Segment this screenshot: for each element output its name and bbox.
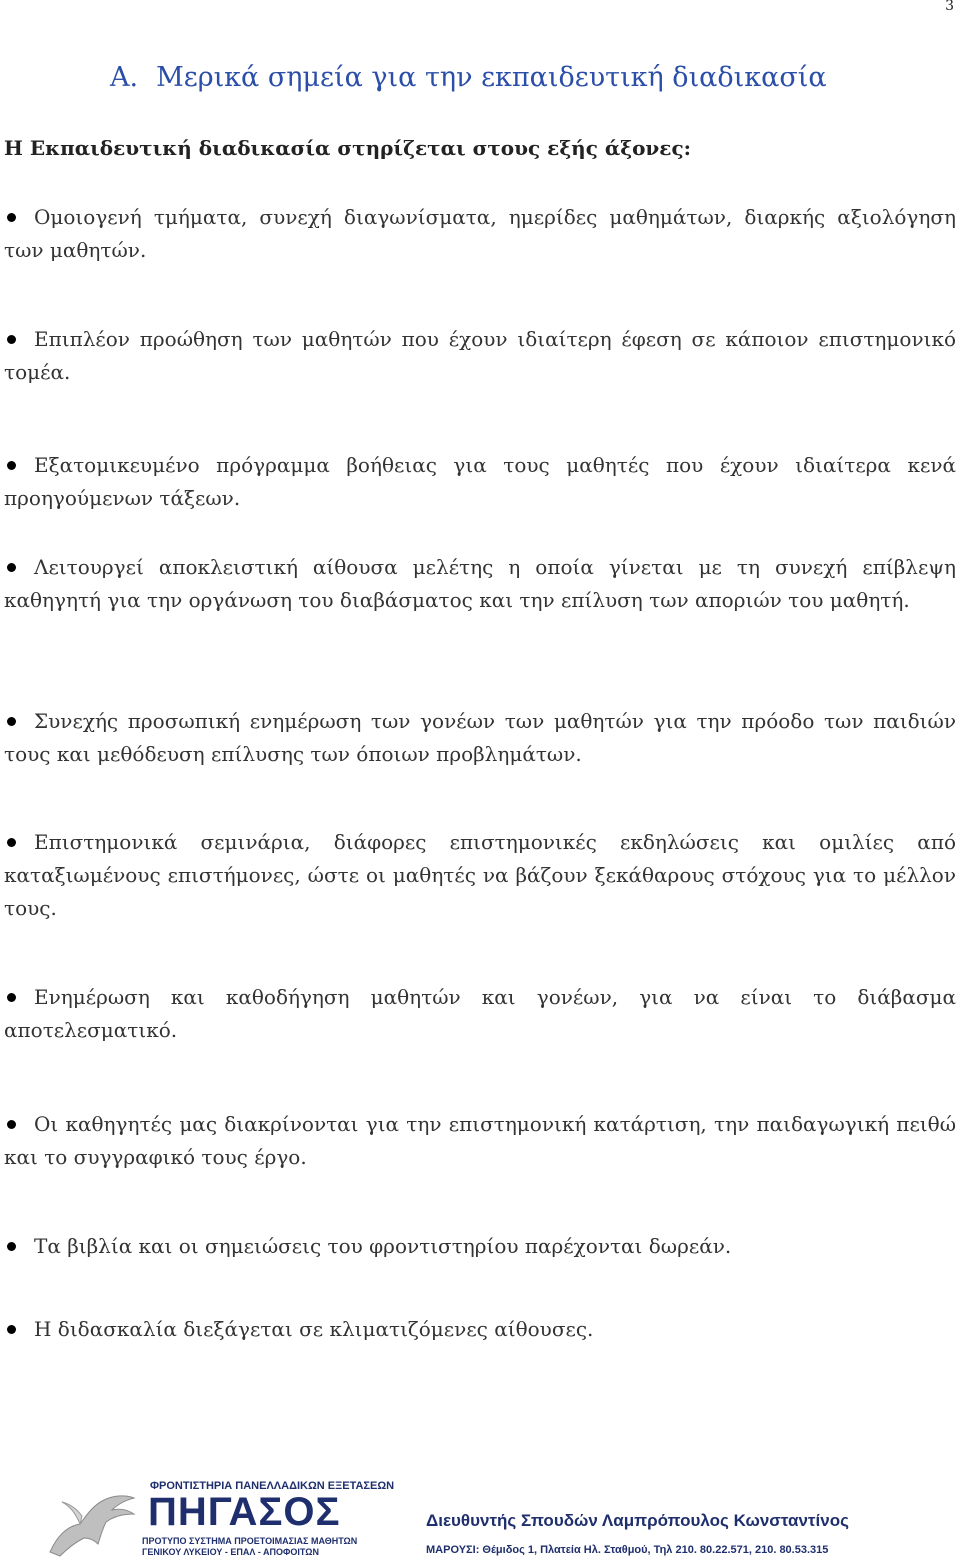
address-line: ΜΑΡΟΥΣΙ: Θέμιδος 1, Πλατεία Ηλ. Σταθμού, Τηλ 210. 80.22.571, 210. 80.53.315 <box>426 1544 829 1556</box>
bullet-icon <box>7 993 16 1002</box>
bullet-icon <box>7 838 16 847</box>
list-item <box>4 201 956 267</box>
section-heading <box>110 62 827 93</box>
brand-tagline: ΦΡΟΝΤΙΣΤΗΡΙΑ ΠΑΝΕΛΛΑΔΙΚΩΝ ΕΞΕΤΑΣΕΩΝ <box>150 1480 395 1492</box>
bullet-text: Ενημέρωση και καθοδήγηση μαθητών και γονέων, για να είναι το διάβασμα αποτελεσματικό. <box>4 985 956 1042</box>
pegasus-logo-icon <box>40 1482 140 1560</box>
section-letter: Α. <box>110 62 139 93</box>
footer <box>40 1474 960 1561</box>
list-item <box>4 551 956 617</box>
bullet-text: Συνεχής προσωπική ενημέρωση των γονέων των μαθητών για την πρόοδο των παιδιών τους και μεθόδευση επίλυσης των όποιων προβλημάτων. <box>4 709 956 766</box>
brand-name: ΠΗΓΑΣΟΣ <box>148 1490 341 1534</box>
bullet-text: Εξατομικευμένο πρόγραμμα βοήθειας για τους μαθητές που έχουν ιδιαίτερα κενά προηγούμενων τάξεων. <box>4 453 956 510</box>
bullet-icon <box>7 213 16 222</box>
intro-text: Η Εκπαιδευτική διαδικασία στηρίζεται στους εξής άξονες: <box>4 136 692 160</box>
list-item <box>4 826 956 925</box>
page-number: 3 <box>945 0 954 14</box>
bullet-text: Επιστημονικά σεμινάρια, διάφορες επιστημονικές εκδηλώσεις και ομιλίες από καταξιωμένους επιστήμονες, ώστε οι μαθητές να βάζουν ξεκάθαρους στόχους για το μέλλον τους. <box>4 830 956 920</box>
list-item <box>4 323 956 389</box>
bullet-text: Λειτουργεί αποκλειστική αίθουσα μελέτης η οποία γίνεται με τη συνεχή επίβλεψη καθηγητή για την οργάνωση του διαβάσματος και την επίλυση των αποριών του μαθητή. <box>4 555 956 612</box>
list-item <box>4 1230 956 1263</box>
list-item <box>4 705 956 771</box>
bullet-text: Επιπλέον προώθηση των μαθητών που έχουν ιδιαίτερη έφεση σε κάποιον επιστημονικό τομέα. <box>4 327 956 384</box>
bullet-icon <box>7 461 16 470</box>
list-item <box>4 1108 956 1174</box>
brand-subtitle: ΓΕΝΙΚΟΥ ΛΥΚΕΙΟΥ - ΕΠΑΛ - ΑΠΟΦΟΙΤΩΝ <box>142 1547 319 1557</box>
bullet-text: Τα βιβλία και οι σημειώσεις του φροντιστηρίου παρέχονται δωρεάν. <box>34 1234 732 1258</box>
director-name: Διευθυντής Σπουδών Λαμπρόπουλος Κωνσταντίνος <box>426 1511 849 1530</box>
section-title: Μερικά σημεία για την εκπαιδευτική διαδικασία <box>156 62 827 93</box>
bullet-icon <box>7 1120 16 1129</box>
bullet-icon <box>7 717 16 726</box>
list-item <box>4 981 956 1047</box>
bullet-icon <box>7 1325 16 1334</box>
list-item <box>4 449 956 515</box>
brand-subtitle: ΠΡΟΤΥΠΟ ΣΥΣΤΗΜΑ ΠΡΟΕΤΟΙΜΑΣΙΑΣ ΜΑΘΗΤΩΝ <box>142 1536 358 1546</box>
bullet-icon <box>7 563 16 572</box>
bullet-text: Οι καθηγητές μας διακρίνονται για την επιστημονική κατάρτιση, την παιδαγωγική πειθώ και το συγγραφικό τους έργο. <box>4 1112 956 1169</box>
bullet-text: Ομοιογενή τμήματα, συνεχή διαγωνίσματα, ημερίδες μαθημάτων, διαρκής αξιολόγηση των μαθητών. <box>4 205 956 262</box>
list-item <box>4 1313 956 1346</box>
bullet-icon <box>7 335 16 344</box>
bullet-icon <box>7 1242 16 1251</box>
bullet-text: Η διδασκαλία διεξάγεται σε κλιματιζόμενες αίθουσες. <box>34 1317 594 1341</box>
